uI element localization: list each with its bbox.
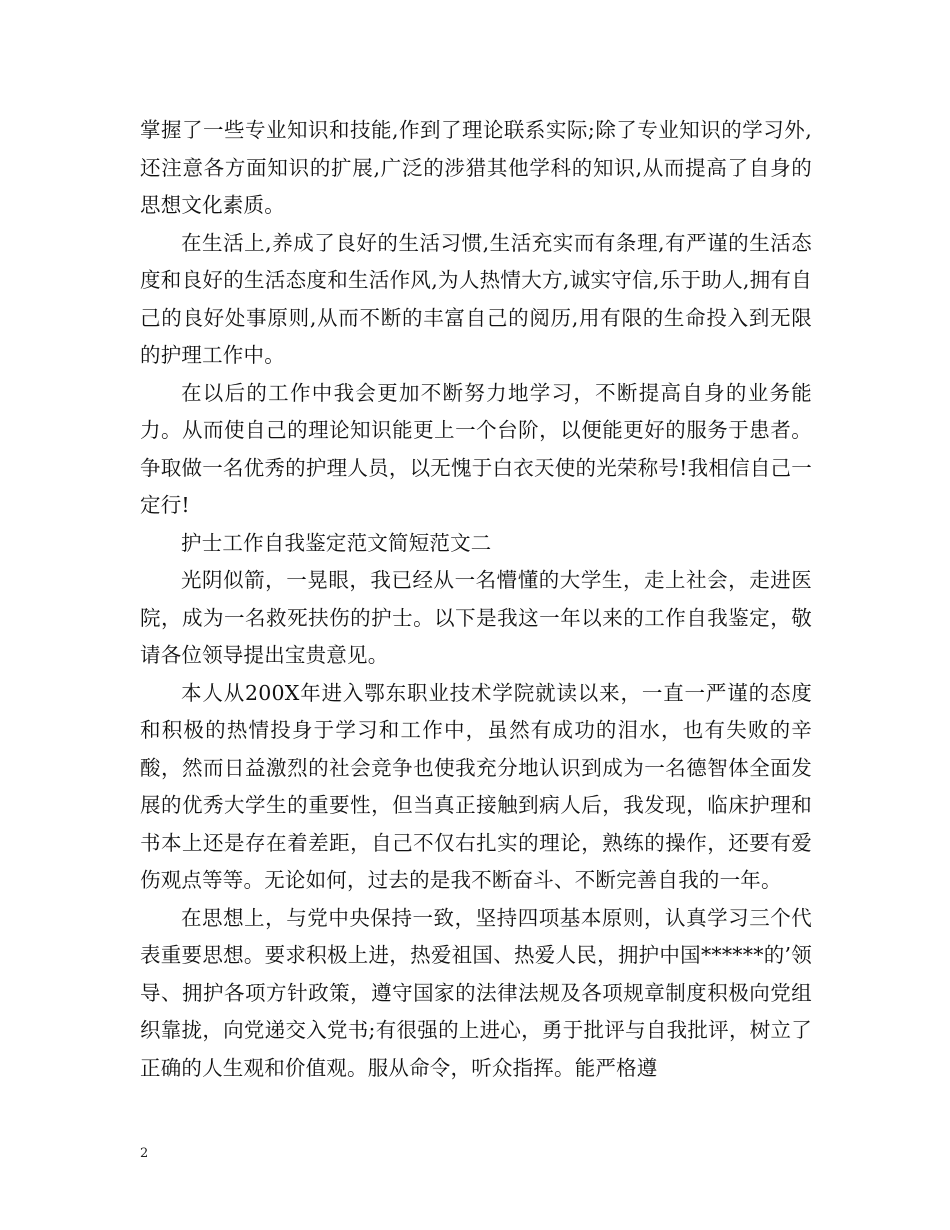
- paragraph-6: 在思想上，与党中央保持一致，坚持四项基本原则，认真学习三个代表重要思想。要求积极上进，热爱祖国、热爱人民，拥护中国******的’领导、拥护各项方针政策，遵守国家的法律法规及各项规章制度积极向党组织靠拢，向党递交入党书;有很强的上进心，勇于批评与自我批评，树立了正确的人生观和价值观。服从命令，听众指挥。能严格遵: [140, 905, 812, 1080]
- paragraph-3: 在以后的工作中我会更加不断努力地学习，不断提高自身的业务能力。从而使自己的理论知识能更上一个台阶，以便能更好的服务于患者。争取做一名优秀的护理人员，以无愧于白衣天使的光荣称号!我相信自己一定行!: [140, 380, 812, 517]
- paragraph-5: 本人从200X年进入鄂东职业技术学院就读以来，一直一严谨的态度和积极的热情投身于学习和工作中，虽然有成功的泪水，也有失败的辛酸，然而日益激烈的社会竞争也使我充分地认识到成为一名德智体全面发展的优秀大学生的重要性，但当真正接触到病人后，我发现，临床护理和书本上还是存在着差距，自己不仅右扎实的理论，熟练的操作，还要有爱伤观点等等。无论如何，过去的是我不断奋斗、不断完善自我的一年。: [140, 680, 812, 892]
- paragraph-2: 在生活上,养成了良好的生活习惯,生活充实而有条理,有严谨的生活态度和良好的生活态度和生活作风,为人热情大方,诚实守信,乐于助人,拥有自己的良好处事原则,从而不断的丰富自己的阅历,用有限的生命投入到无限的护理工作中。: [140, 230, 812, 367]
- paragraph-1: 掌握了一些专业知识和技能,作到了理论联系实际;除了专业知识的学习外,还注意各方面知识的扩展,广泛的涉猎其他学科的知识,从而提高了自身的思想文化素质。: [140, 118, 812, 217]
- section-heading: 护士工作自我鉴定范文简短范文二: [181, 530, 492, 555]
- page-number: 2: [140, 1146, 149, 1161]
- paragraph-4: 光阴似箭，一晃眼，我已经从一名懵懂的大学生，走上社会，走进医院，成为一名救死扶伤的护士。以下是我这一年以来的工作自我鉴定，敬请各位领导提出宝贵意见。: [140, 568, 812, 667]
- document-body: [140, 112, 812, 1087]
